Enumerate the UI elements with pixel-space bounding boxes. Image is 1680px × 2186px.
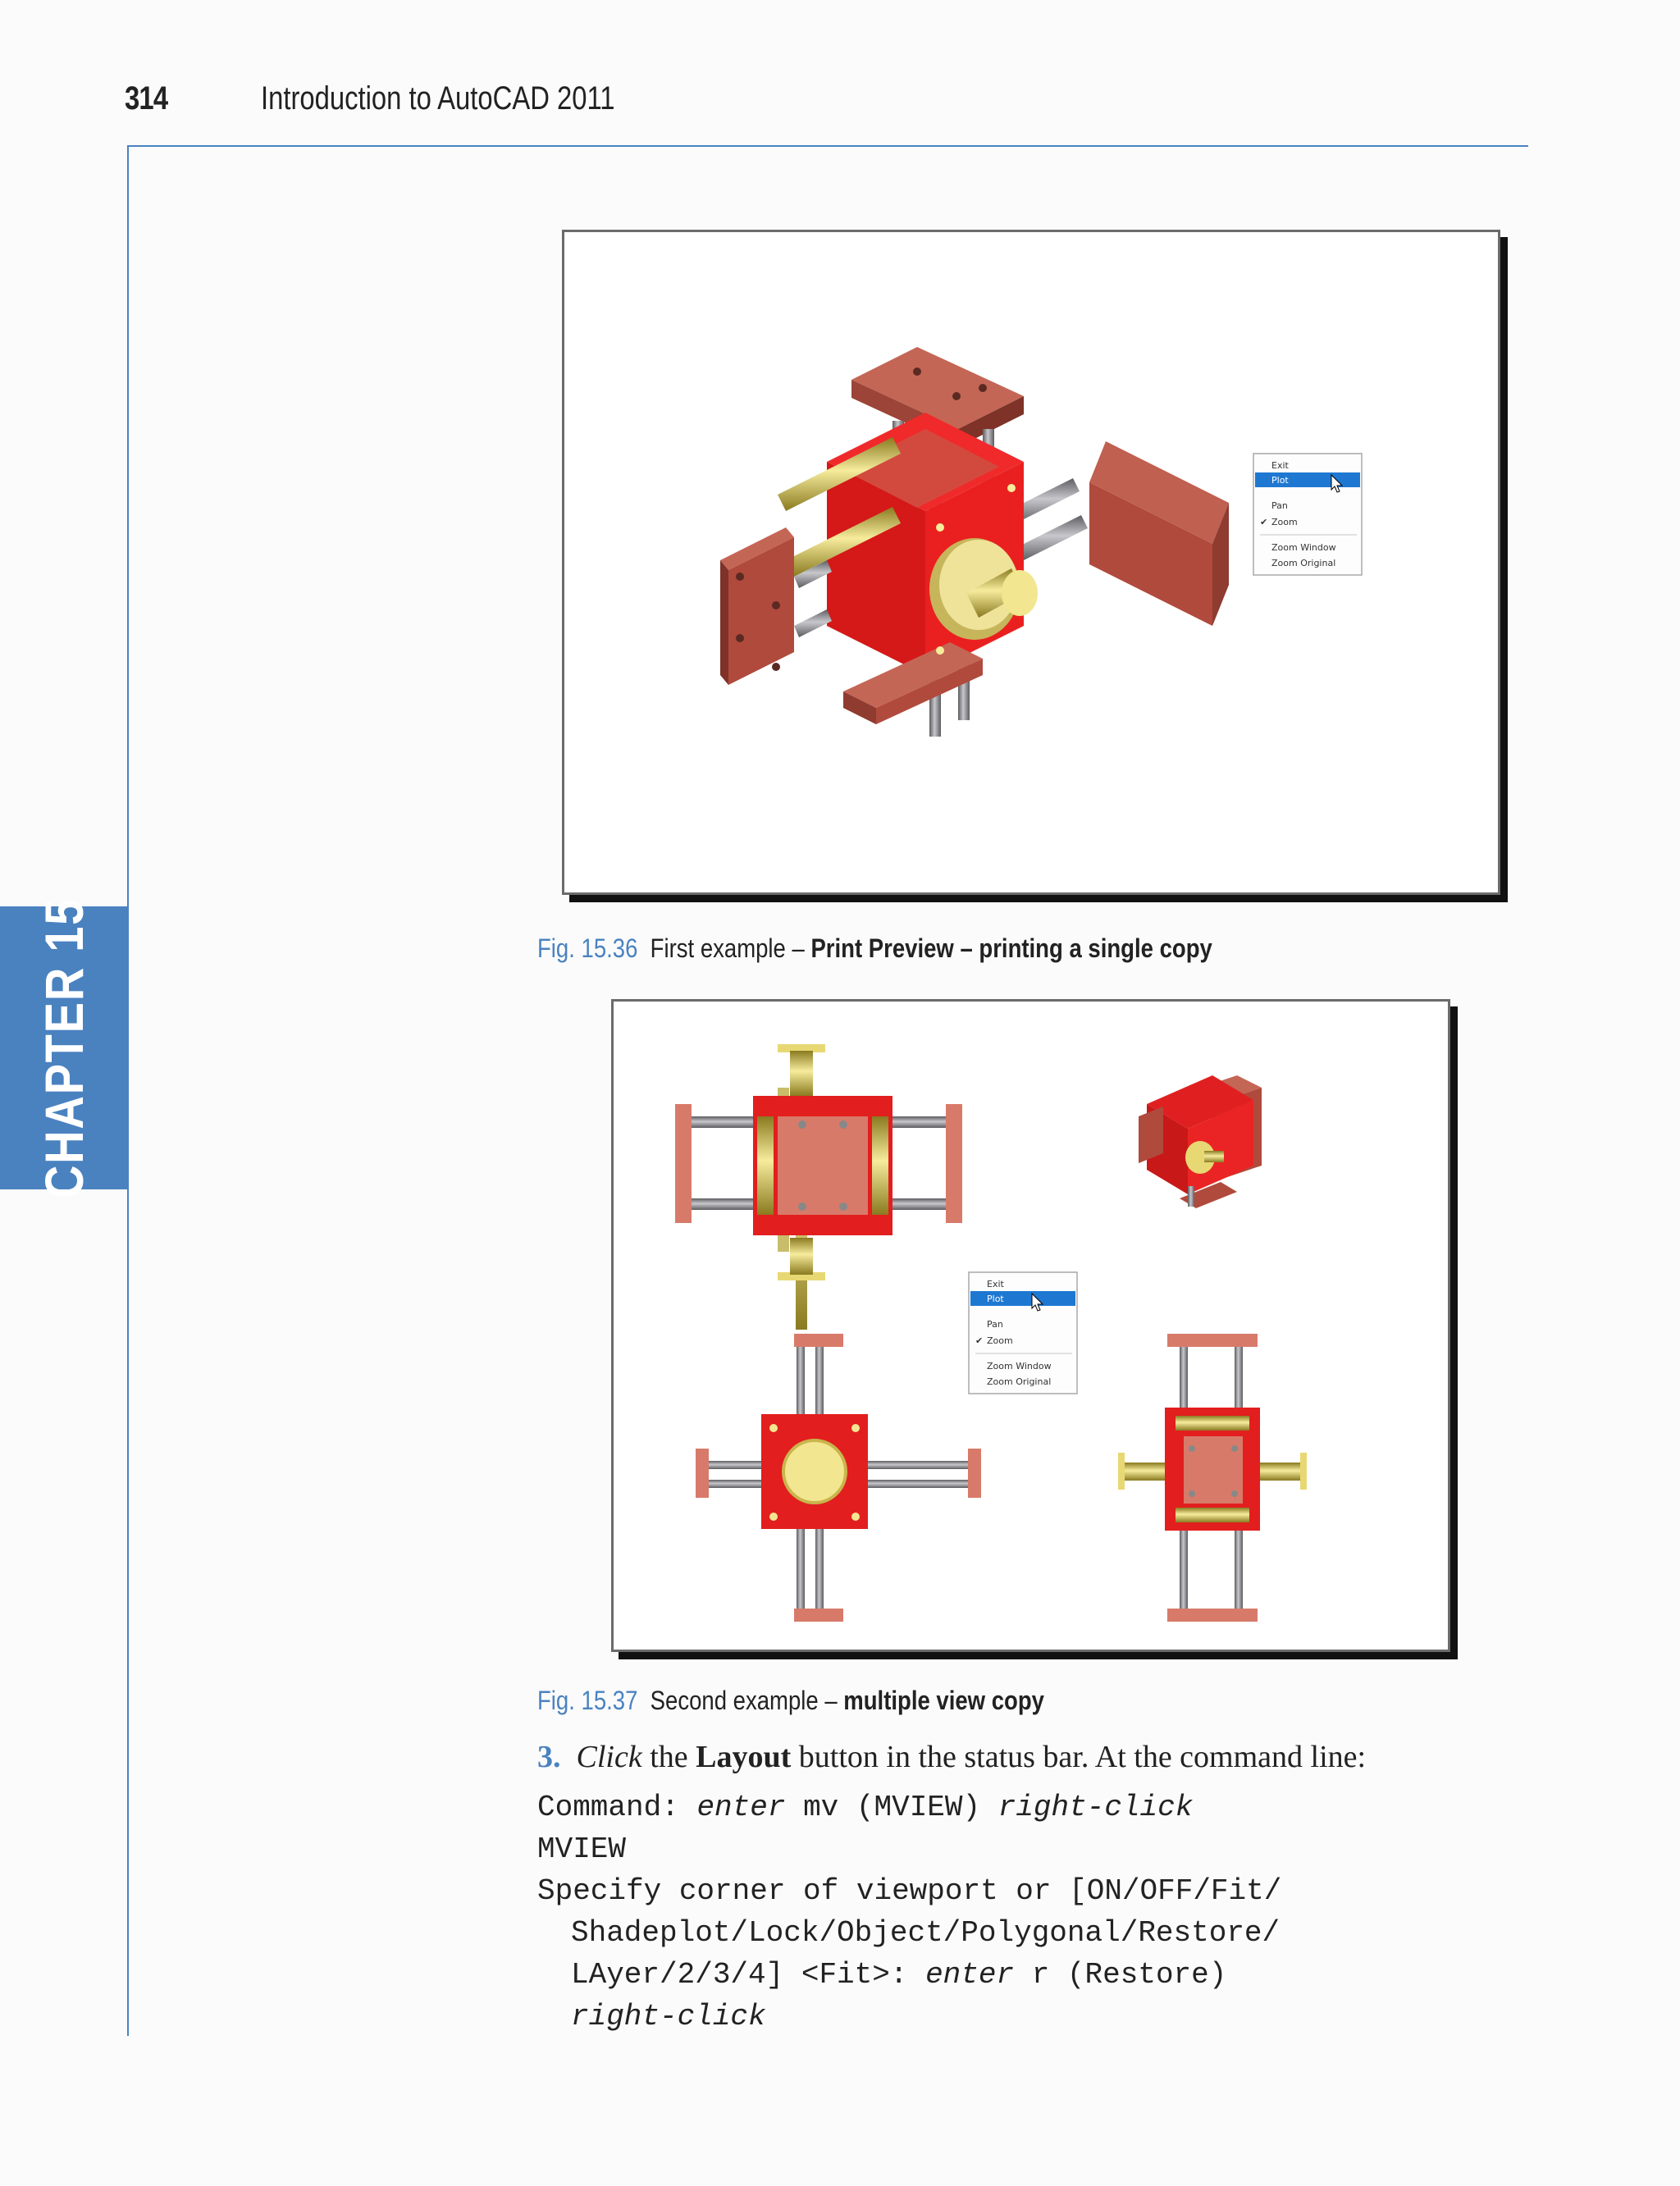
chapter-tab-label: CHAPTER 15	[33, 897, 94, 1198]
view-bottom-left	[696, 1334, 984, 1622]
code-line: Specify corner of viewport or [ON/OFF/Fit/	[537, 1874, 1282, 1908]
margin-rule	[127, 145, 129, 2036]
chapter-tab	[0, 897, 127, 1198]
menu-item-exit[interactable]: Exit	[1271, 460, 1289, 471]
check-mark-icon: ✔	[1260, 517, 1268, 527]
menu-item-plot[interactable]: Plot	[1271, 475, 1289, 486]
page-number: 314	[125, 80, 168, 116]
code-line: right-click	[571, 2000, 766, 2033]
step-text: button in the status bar. At the command line:	[791, 1740, 1367, 1774]
caption-text: First example –	[650, 933, 811, 963]
step-bold: Layout	[696, 1740, 792, 1774]
menu-item-plot[interactable]: Plot	[987, 1294, 1004, 1304]
step-text: the	[641, 1740, 696, 1774]
menu-item-zoom-original[interactable]: Zoom Original	[987, 1376, 1052, 1387]
figure-number: Fig. 15.36	[537, 933, 638, 963]
context-menu	[1253, 454, 1362, 575]
menu-item-exit[interactable]: Exit	[987, 1279, 1004, 1289]
figure-print-preview-single	[562, 230, 1500, 895]
figure-number: Fig. 15.37	[537, 1686, 638, 1715]
step-number: 3.	[537, 1740, 561, 1774]
step-3	[537, 1739, 1366, 1775]
caption-text: Second example –	[650, 1686, 844, 1715]
code-line: LAyer/2/3/4] <Fit>: enter r (Restore)	[571, 1958, 1227, 1992]
menu-item-pan[interactable]: Pan	[1271, 500, 1288, 511]
figure-caption	[537, 933, 1212, 964]
figure-multiple-view	[611, 999, 1450, 1652]
step-verb: Click	[576, 1740, 642, 1774]
header-rule	[127, 145, 1528, 147]
view-top-right-iso	[1139, 1075, 1262, 1208]
menu-item-zoom-window[interactable]: Zoom Window	[1271, 542, 1336, 553]
figure-caption	[537, 1686, 1044, 1716]
view-bottom-right	[1118, 1334, 1307, 1622]
code-line: Command: enter mv (MVIEW) right-click	[537, 1791, 1194, 1824]
context-menu	[969, 1272, 1077, 1394]
check-mark-icon: ✔	[975, 1335, 984, 1346]
menu-item-zoom-original[interactable]: Zoom Original	[1271, 558, 1336, 568]
code-line: Shadeplot/Lock/Object/Polygonal/Restore/	[571, 1916, 1281, 1950]
menu-item-zoom-window[interactable]: Zoom Window	[987, 1361, 1052, 1371]
code-line: MVIEW	[537, 1832, 627, 1866]
menu-item-zoom[interactable]: Zoom	[987, 1335, 1013, 1346]
menu-item-zoom[interactable]: Zoom	[1271, 517, 1298, 527]
isometric-assembly-drawing	[564, 232, 1498, 892]
menu-item-pan[interactable]: Pan	[987, 1319, 1003, 1330]
running-title: Introduction to AutoCAD 2011	[261, 80, 615, 116]
four-view-drawing	[614, 1002, 1448, 1650]
view-top-left	[675, 1044, 962, 1330]
caption-bold: multiple view copy	[843, 1686, 1044, 1715]
caption-bold: Print Preview – printing a single copy	[810, 933, 1212, 963]
